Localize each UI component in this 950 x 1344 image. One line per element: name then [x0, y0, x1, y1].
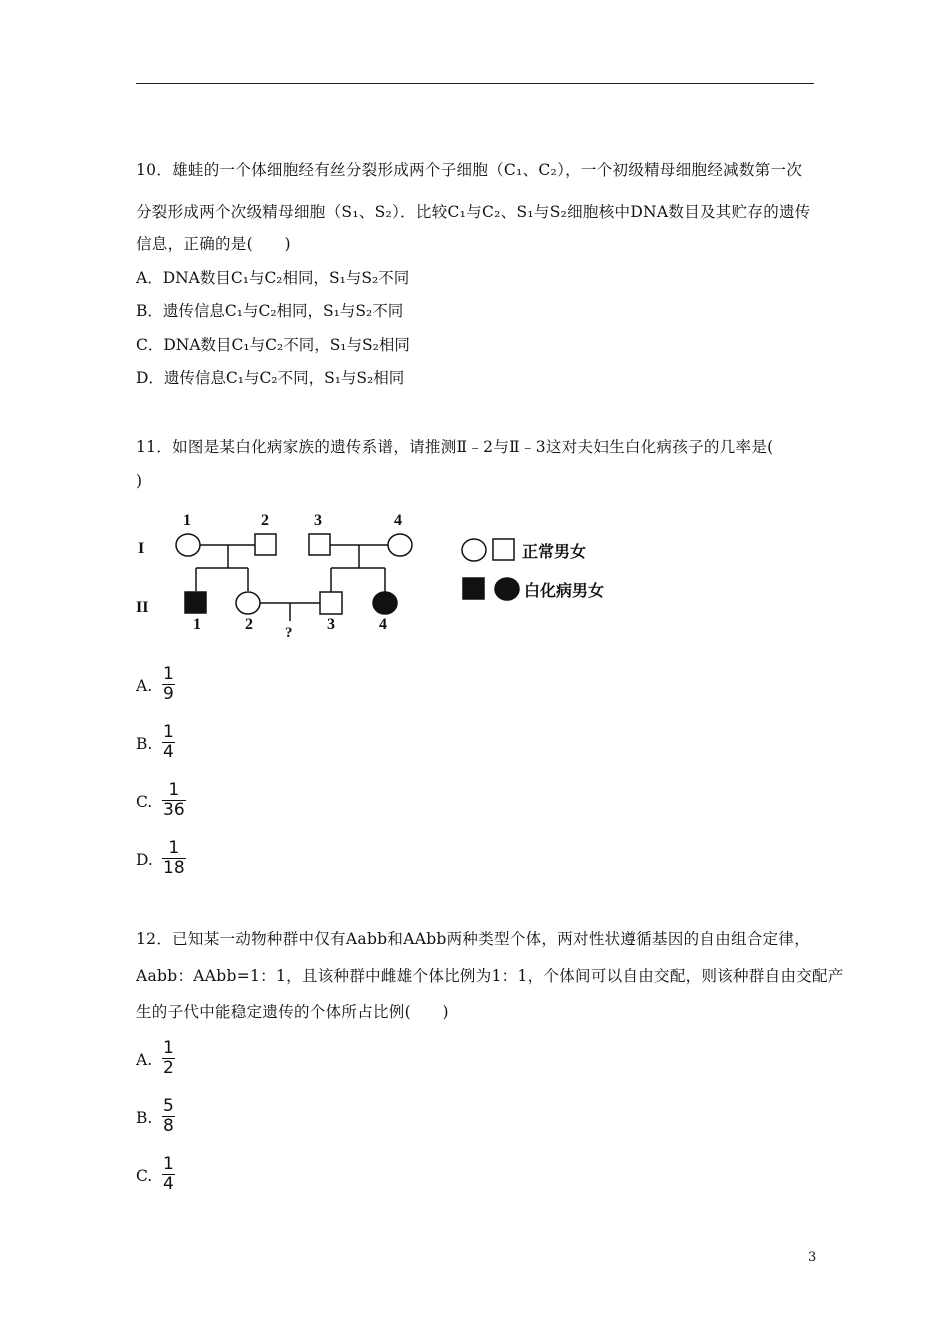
page-number: 3 — [808, 1250, 817, 1265]
numerator: 5 — [163, 1096, 174, 1116]
header-rule — [136, 83, 814, 84]
denominator: 4 — [163, 1174, 174, 1194]
q12-text-line-2: Aabb：AAbb=1：1，且该种群中雌雄个体比例为1：1，个体间可以自由交配，则该种群自由交配产 — [136, 967, 844, 985]
fraction — [162, 839, 186, 878]
gen1-4-female-normal — [388, 534, 412, 556]
legend-normal-label: 正常男女 — [522, 542, 587, 561]
gen1-1-female-normal — [176, 534, 200, 556]
option-label: C. — [136, 1167, 153, 1185]
gen2-number-3: 3 — [327, 616, 335, 633]
gen1-number-1: 1 — [183, 512, 191, 529]
q10-option-a: A．DNA数目C₁与C₂相同，S₁与S₂不同 — [136, 269, 410, 287]
fraction — [162, 1097, 175, 1136]
q10-option-b: B．遗传信息C₁与C₂相同，S₁与S₂不同 — [136, 302, 404, 320]
gen2-1-male-affected — [185, 592, 206, 613]
fraction — [162, 723, 175, 762]
gen1-2-male-normal — [255, 534, 276, 555]
q10-text-line-2: 分裂形成两个次级精母细胞（S₁、S₂）．比较C₁与C₂、S₁与S₂细胞核中DNA数目及其贮存的遗传 — [136, 203, 811, 221]
denominator: 4 — [163, 742, 174, 762]
option-label: A. — [136, 677, 153, 695]
fraction — [162, 1155, 175, 1194]
gen1-number-4: 4 — [394, 512, 402, 529]
gen1-number-2: 2 — [261, 512, 269, 529]
legend-affected-male-icon — [463, 578, 484, 599]
numerator: 1 — [163, 1154, 174, 1174]
legend-normal-female-icon — [462, 539, 486, 561]
fraction — [162, 1039, 175, 1078]
option-label: A. — [136, 1051, 153, 1069]
q11-text-line-2: ) — [136, 472, 143, 490]
fraction — [162, 781, 186, 820]
offspring-question-mark: ? — [285, 625, 293, 641]
q10-text-line-3: 信息，正确的是( ) — [136, 235, 291, 253]
gen1-3-male-normal — [309, 534, 330, 555]
q12-text-line-3: 生的子代中能稳定遗传的个体所占比例( ) — [136, 1003, 449, 1021]
gen2-4-female-affected — [373, 592, 397, 614]
option-label: D. — [136, 851, 153, 869]
q10-option-d: D．遗传信息C₁与C₂不同，S₁与S₂相同 — [136, 369, 405, 387]
gen2-3-male-normal — [320, 592, 342, 614]
legend-affected-label: 白化病男女 — [524, 581, 605, 600]
numerator: 1 — [168, 780, 180, 800]
legend-normal-male-icon — [493, 539, 514, 560]
numerator: 1 — [163, 722, 174, 742]
fraction — [162, 665, 175, 704]
denominator: 8 — [163, 1116, 174, 1136]
q10-text-line-1: 10．雄蛙的一个体细胞经有丝分裂形成两个子细胞（C₁、C₂），一个初级精母细胞经减数第一次 — [136, 161, 803, 179]
q11-text-line-1: 11．如图是某白化病家族的遗传系谱，请推测Ⅱ﹣2与Ⅱ﹣3这对夫妇生白化病孩子的几率是( — [136, 438, 774, 456]
numerator: 1 — [163, 664, 174, 684]
gen1-number-3: 3 — [314, 512, 322, 529]
gen2-number-4: 4 — [379, 616, 387, 633]
pedigree-diagram — [130, 505, 650, 645]
generation-1-label: I — [138, 540, 145, 557]
option-label: B. — [136, 735, 153, 753]
option-label: C. — [136, 793, 153, 811]
q10-option-c: C．DNA数目C₁与C₂不同，S₁与S₂相同 — [136, 336, 410, 354]
denominator: 36 — [163, 800, 185, 820]
option-label: B. — [136, 1109, 153, 1127]
denominator: 18 — [163, 858, 185, 878]
q12-text-line-1: 12．已知某一动物种群中仅有Aabb和AAbb两种类型个体，两对性状遵循基因的自由组合定律， — [136, 930, 811, 948]
denominator: 9 — [163, 684, 174, 704]
gen2-2-female-normal — [236, 592, 260, 614]
denominator: 2 — [163, 1058, 174, 1078]
legend-affected-female-icon — [495, 578, 519, 600]
numerator: 1 — [163, 1038, 174, 1058]
gen2-number-2: 2 — [245, 616, 253, 633]
numerator: 1 — [168, 838, 180, 858]
generation-2-label: II — [136, 599, 149, 616]
gen2-number-1: 1 — [193, 616, 201, 633]
